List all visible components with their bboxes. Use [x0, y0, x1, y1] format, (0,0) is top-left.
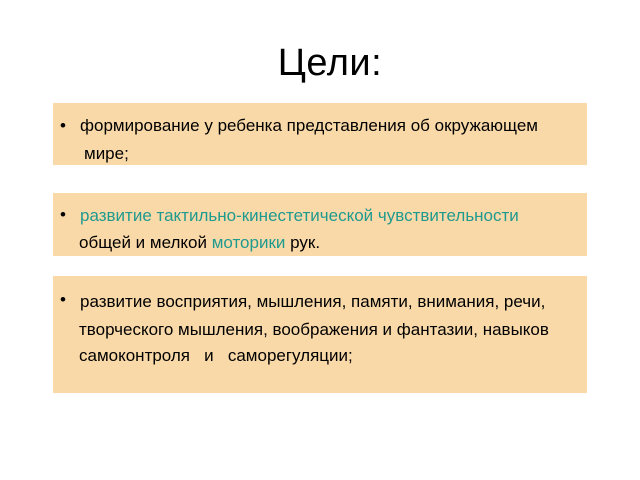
- goal-2-line-2: [79, 233, 320, 253]
- goal-1-line-1: формирование у ребенка представления об окружающем: [80, 116, 538, 135]
- goal-3-line-1: развитие восприятия, мышления, памяти, внимания, речи,: [80, 292, 546, 311]
- slide-title: Цели:: [277, 42, 383, 84]
- goal-3-line-2: творческого мышления, воображения и фантазии, навыков: [79, 320, 549, 339]
- bullet-3: •: [60, 290, 66, 309]
- bullet-2: •: [60, 205, 66, 224]
- goal-2-line-1: развитие тактильно-кинестетической чувствительности: [80, 206, 519, 225]
- goal-1-line-2: мире;: [84, 144, 129, 163]
- goal-2-line-2-end: рук.: [285, 233, 321, 252]
- bullet-1: •: [60, 116, 66, 135]
- goal-3-line-3: самоконтроля и саморегуляции;: [79, 346, 353, 365]
- goal-box-1: [53, 103, 587, 165]
- goal-box-2: [53, 193, 587, 256]
- goal-2-highlight-motor-skills: моторики: [211, 233, 286, 252]
- goal-2-line-2-start: общей и мелкой: [79, 233, 212, 252]
- goal-box-3: [53, 276, 587, 393]
